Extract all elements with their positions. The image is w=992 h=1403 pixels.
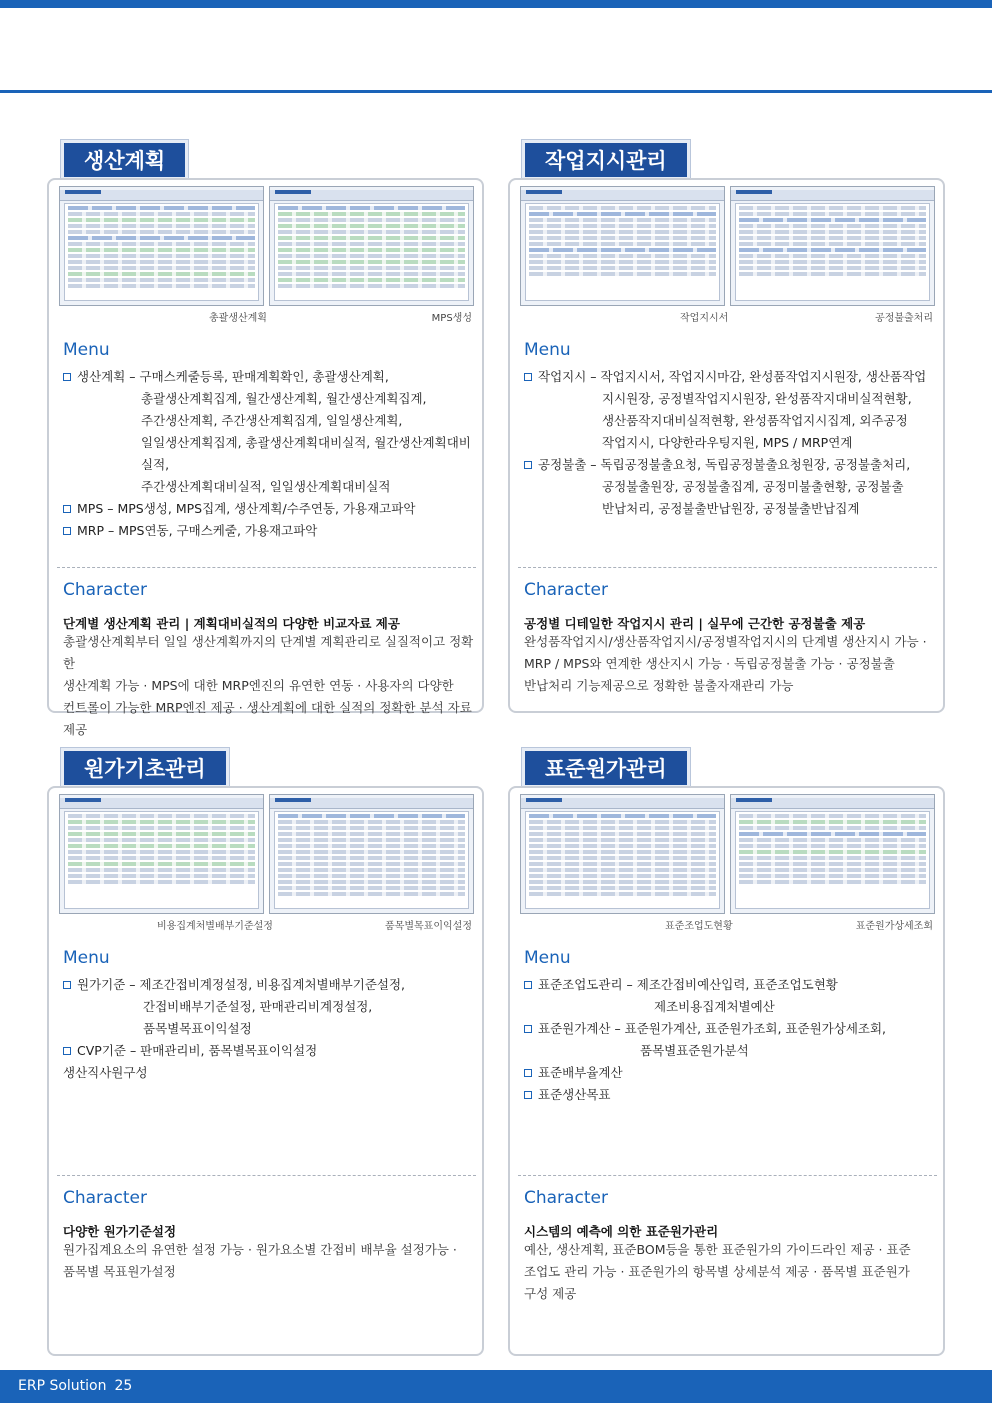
footer-title: ERP Solution bbox=[18, 1378, 107, 1394]
page-number: 25 bbox=[114, 1378, 133, 1394]
section-production-planning bbox=[47, 140, 484, 737]
divider bbox=[518, 1175, 937, 1176]
section-card bbox=[47, 786, 484, 1356]
character-line: 구성 제공 bbox=[524, 1286, 577, 1301]
screenshot-caption: 표준조업도현황 bbox=[665, 921, 733, 932]
menu-line: 제조비용집계처별예산 bbox=[654, 999, 775, 1014]
screenshot-thumbnail bbox=[269, 186, 474, 306]
menu-list bbox=[524, 366, 936, 520]
section-card bbox=[508, 786, 945, 1356]
menu-line: 생산직사원구성 bbox=[63, 1065, 148, 1080]
divider bbox=[57, 1175, 476, 1176]
menu-category: 표준조업도관리 bbox=[538, 977, 623, 992]
menu-item bbox=[524, 974, 936, 1018]
menu-line: 공정불출원장, 공정불출집계, 공정미불출현황, 공정불출 bbox=[602, 479, 904, 494]
menu-item bbox=[63, 520, 475, 542]
menu-line: – 판매관리비, 품목별목표이익설정 bbox=[129, 1043, 318, 1058]
screenshot-thumbnail bbox=[59, 794, 264, 914]
section-title: 작업지시관리 bbox=[522, 140, 690, 180]
character-summary: 공정별 디테일한 작업지시 관리 | 실무에 근간한 공정불출 제공 bbox=[524, 616, 866, 631]
menu-category: 표준생산목표 bbox=[538, 1087, 611, 1102]
menu-item bbox=[524, 1062, 936, 1084]
menu-category: 표준원가계산 bbox=[538, 1021, 611, 1036]
section-title: 표준원가관리 bbox=[522, 748, 690, 788]
menu-line: – 작업지시서, 작업지시마감, 완성품작업지시원장, 생산품작업 bbox=[590, 369, 927, 384]
menu-category: 생산계획 bbox=[77, 369, 126, 384]
menu-line: – 구매스케줄등록, 판매계획확인, 총괄생산계획, bbox=[129, 369, 389, 384]
menu-list bbox=[63, 974, 475, 1084]
screenshot-pair bbox=[59, 794, 472, 912]
menu-line: 품목별목표이익설정 bbox=[143, 1021, 252, 1036]
menu-line: 주간생산계획, 주간생산계획집계, 일일생산계획, bbox=[141, 413, 403, 428]
menu-line: – 표준원가계산, 표준원가조회, 표준원가상세조회, bbox=[614, 1021, 887, 1036]
section-card bbox=[47, 178, 484, 737]
section-standard-cost bbox=[508, 748, 945, 1326]
screenshot-pair bbox=[520, 794, 933, 912]
character-line: 완성품작업지시/생산품작업지시/공정별작업지시의 단계별 생산지시 가능 · bbox=[524, 634, 927, 649]
menu-category: 공정불출 bbox=[538, 457, 587, 472]
menu-category: 표준배부율계산 bbox=[538, 1065, 623, 1080]
divider bbox=[518, 567, 937, 568]
character-line: 생산계획 가능 · MPS에 대한 MRP엔진의 유연한 연동 · 사용자의 다양한 bbox=[63, 678, 454, 693]
screenshot-pair bbox=[520, 186, 933, 304]
menu-category: 작업지시 bbox=[538, 369, 587, 384]
menu-line: – 독립공정불출요청, 독립공정불출요청원장, 공정불출처리, bbox=[590, 457, 911, 472]
screenshot-caption: 품목별목표이익설정 bbox=[385, 921, 472, 932]
menu-category: CVP기준 bbox=[77, 1043, 126, 1058]
menu-list bbox=[63, 366, 475, 542]
menu-heading: Menu bbox=[524, 948, 571, 968]
character-description bbox=[524, 631, 939, 697]
character-summary: 시스템의 예측에 의한 표준원가관리 bbox=[524, 1224, 719, 1239]
section-card bbox=[508, 178, 945, 713]
menu-heading: Menu bbox=[63, 340, 110, 360]
menu-line: 간접비배부기준설정, 판매관리비계정설정, bbox=[143, 999, 373, 1014]
screenshot-thumbnail bbox=[520, 794, 725, 914]
menu-line: 생산품작지대비실적현황, 완성품작업지시집계, 외주공정 bbox=[602, 413, 908, 428]
menu-line: – 제조간접비계정설정, 비용집계처별배부기준설정, bbox=[129, 977, 406, 992]
menu-category: MRP bbox=[77, 523, 105, 538]
footer bbox=[18, 1378, 132, 1394]
menu-item bbox=[63, 498, 475, 520]
screenshot-caption: MPS생성 bbox=[431, 313, 472, 324]
menu-item bbox=[63, 1040, 475, 1084]
top-divider bbox=[0, 90, 992, 93]
footer-bar bbox=[0, 1370, 992, 1403]
character-line: 품목별 목표원가설정 bbox=[63, 1264, 176, 1279]
menu-line: – 제조간접비예산입력, 표준조업도현황 bbox=[626, 977, 838, 992]
character-description bbox=[63, 1239, 478, 1283]
menu-line: 총괄생산계획집계, 월간생산계획, 월간생산계획집계, bbox=[141, 391, 427, 406]
menu-line: 반납처리, 공정불출반납원장, 공정불출반납집계 bbox=[602, 501, 860, 516]
menu-list bbox=[524, 974, 936, 1106]
menu-category: 원가기준 bbox=[77, 977, 126, 992]
character-line: 총괄생산계획부터 일일 생산계획까지의 단계별 계획관리로 실질적이고 정확한 bbox=[63, 634, 474, 671]
menu-line: 작업지시, 다양한라우팅지원, MPS / MRP연계 bbox=[602, 435, 853, 450]
character-heading: Character bbox=[63, 580, 147, 600]
menu-line: 주간생산계획대비실적, 일일생산계획대비실적 bbox=[141, 479, 391, 494]
menu-line: 지시원장, 공정별작업지시원장, 완성품작지대비실적현황, bbox=[602, 391, 912, 406]
section-work-order bbox=[508, 140, 945, 715]
character-line: 원가집계요소의 유연한 설정 가능 · 원가요소별 간접비 배부율 설정가능 · bbox=[63, 1242, 457, 1257]
character-summary: 단계별 생산계획 관리 | 계획대비실적의 다양한 비교자료 제공 bbox=[63, 616, 400, 631]
menu-line: – MPS생성, MPS집계, 생산계획/수주연동, 가용재고파악 bbox=[107, 501, 416, 516]
menu-item bbox=[524, 1018, 936, 1062]
menu-item bbox=[63, 366, 475, 498]
character-line: 조업도 관리 가능 · 표준원가의 항목별 상세분석 제공 · 품목별 표준원가 bbox=[524, 1264, 910, 1279]
screenshot-caption: 비용집계처별배부기준설정 bbox=[157, 921, 273, 932]
character-heading: Character bbox=[63, 1188, 147, 1208]
screenshot-thumbnail bbox=[730, 186, 935, 306]
character-line: 예산, 생산계획, 표준BOM등을 통한 표준원가의 가이드라인 제공 · 표준 bbox=[524, 1242, 911, 1257]
top-color-bar bbox=[0, 0, 992, 8]
screenshot-caption: 총괄생산계획 bbox=[209, 313, 267, 324]
screenshot-thumbnail bbox=[520, 186, 725, 306]
section-title: 생산계획 bbox=[61, 140, 188, 180]
screenshot-thumbnail bbox=[59, 186, 264, 306]
section-cost-basis bbox=[47, 748, 484, 1326]
menu-item bbox=[524, 454, 936, 520]
screenshot-thumbnail bbox=[730, 794, 935, 914]
character-line: MRP / MPS와 연계한 생산지시 가능 · 독립공정불출 가능 · 공정불출 bbox=[524, 656, 895, 671]
menu-item bbox=[524, 1084, 936, 1106]
screenshot-caption: 작업지시서 bbox=[680, 313, 729, 324]
character-heading: Character bbox=[524, 580, 608, 600]
character-description bbox=[63, 631, 478, 741]
menu-item bbox=[524, 366, 936, 454]
character-summary: 다양한 원가기준설정 bbox=[63, 1224, 177, 1239]
screenshot-thumbnail bbox=[269, 794, 474, 914]
character-line: 컨트롤이 가능한 MRP엔진 제공 · 생산계획에 대한 실적의 정확한 분석 자료제공 bbox=[63, 700, 472, 737]
character-line: 반납처리 기능제공으로 정확한 불출자재관리 가능 bbox=[524, 678, 794, 693]
menu-line: – MPS연동, 구매스케줄, 가용재고파악 bbox=[108, 523, 318, 538]
section-title: 원가기초관리 bbox=[61, 748, 229, 788]
menu-category: MPS bbox=[77, 501, 104, 516]
screenshot-pair bbox=[59, 186, 472, 304]
divider bbox=[57, 567, 476, 568]
character-description bbox=[524, 1239, 939, 1305]
menu-item bbox=[63, 974, 475, 1040]
character-heading: Character bbox=[524, 1188, 608, 1208]
screenshot-caption: 표준원가상세조회 bbox=[855, 921, 933, 932]
menu-heading: Menu bbox=[63, 948, 110, 968]
menu-line: 일일생산계획집계, 총괄생산계획대비실적, 월간생산계획대비실적, bbox=[141, 435, 471, 472]
screenshot-caption: 공정불출처리 bbox=[875, 313, 933, 324]
menu-line: 품목별표준원가분석 bbox=[640, 1043, 749, 1058]
menu-heading: Menu bbox=[524, 340, 571, 360]
